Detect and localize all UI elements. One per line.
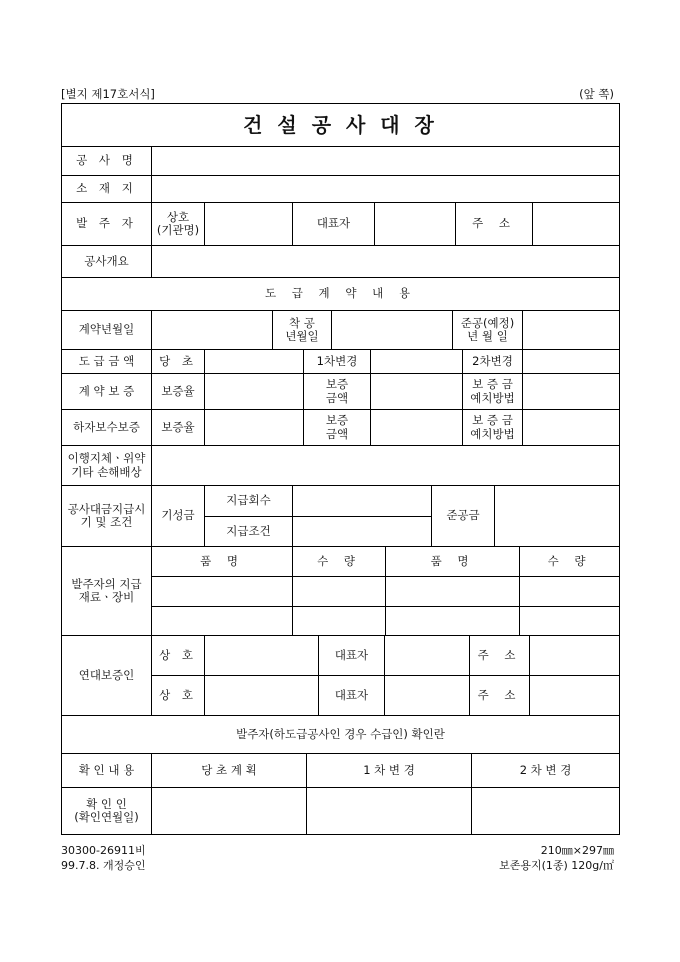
field-initial-amount[interactable] (205, 350, 304, 374)
field-guarantor-rep[interactable] (385, 676, 470, 716)
field-client-address[interactable] (533, 203, 619, 246)
label-guarantor-address: 주 소 (470, 676, 530, 716)
footer-approval: 99.7.8. 개정승인 (61, 859, 146, 872)
field-guarantor-address[interactable] (530, 636, 619, 676)
label-completion-date: 준공(예정) 년 월 일 (453, 311, 523, 350)
label-contract-guarantee-amount: 보증 금액 (304, 374, 371, 410)
label-warranty-guarantee-amount: 보증 금액 (304, 410, 371, 446)
field-material-qty[interactable] (520, 607, 619, 636)
label-guarantor-company: 상 호 (152, 636, 205, 676)
label-guarantor-rep: 대표자 (319, 636, 385, 676)
label-client: 발 주 자 (62, 203, 152, 246)
field-client-rep[interactable] (375, 203, 456, 246)
label-start-date: 착 공 년월일 (273, 311, 332, 350)
field-guarantor-company[interactable] (205, 636, 319, 676)
label-contract-rate: 보증율 (152, 374, 205, 410)
field-material-qty[interactable] (293, 607, 386, 636)
label-completed-payment: 기성금 (152, 486, 205, 547)
label-materials: 발주자의 지급 재료ㆍ장비 (62, 547, 152, 636)
field-guarantor-company[interactable] (205, 676, 319, 716)
field-material-name[interactable] (386, 577, 520, 607)
field-material-qty[interactable] (520, 577, 619, 607)
label-overview: 공사개요 (62, 246, 152, 278)
field-material-name[interactable] (152, 607, 293, 636)
header-item-name-2: 품 명 (386, 547, 520, 577)
label-warranty-guarantee: 하자보수보증 (62, 410, 152, 446)
label-joint-guarantor: 연대보증인 (62, 636, 152, 716)
field-guarantor-rep[interactable] (385, 636, 470, 676)
label-guarantor-rep: 대표자 (319, 676, 385, 716)
label-warranty-rate: 보증율 (152, 410, 205, 446)
label-confirmer: 확 인 인 (확인연월일) (62, 788, 152, 834)
label-initial-amount: 당 초 (152, 350, 205, 374)
field-payment-count[interactable] (293, 486, 432, 517)
field-material-name[interactable] (386, 607, 520, 636)
field-change1-amount[interactable] (371, 350, 463, 374)
label-change1-amount: 1차변경 (304, 350, 371, 374)
footer-left (61, 843, 146, 873)
field-material-name[interactable] (152, 577, 293, 607)
label-final-payment: 준공금 (432, 486, 495, 547)
label-payment-count: 지급회수 (205, 486, 293, 517)
form-number: [별지 제17호서식] (61, 87, 155, 101)
field-material-qty[interactable] (293, 577, 386, 607)
page-side-label: (앞 쪽) (579, 87, 614, 101)
header-item-name-1: 품 명 (152, 547, 293, 577)
label-project-name: 공 사 명 (62, 147, 152, 176)
label-contract-amount: 도 급 금 액 (62, 350, 152, 374)
field-damages[interactable] (152, 446, 619, 486)
field-payment-condition[interactable] (293, 517, 432, 547)
field-warranty-deposit-method[interactable] (523, 410, 619, 446)
field-contract-guarantee-amount[interactable] (371, 374, 463, 410)
section-contract: 도 급 계 약 내 용 (62, 278, 619, 311)
field-project-name[interactable] (152, 147, 619, 176)
label-contract-deposit-method: 보 증 금 예치방법 (463, 374, 523, 410)
field-client-company[interactable] (205, 203, 293, 246)
field-warranty-rate[interactable] (205, 410, 304, 446)
label-location: 소 재 지 (62, 176, 152, 203)
header-change2: 2 차 변 경 (472, 754, 619, 788)
label-payment-terms: 공사대금지급시 기 및 조건 (62, 486, 152, 547)
footer-paper: 보존용지(1종) 120g/㎡ (499, 859, 614, 872)
label-client-company: 상호 (기관명) (152, 203, 205, 246)
field-final-payment[interactable] (495, 486, 619, 547)
label-warranty-deposit-method: 보 증 금 예치방법 (463, 410, 523, 446)
field-confirm-initial[interactable] (152, 788, 307, 834)
field-start-date[interactable] (332, 311, 453, 350)
field-contract-date[interactable] (152, 311, 273, 350)
footer-size: 210㎜×297㎜ (540, 844, 614, 857)
field-contract-deposit-method[interactable] (523, 374, 619, 410)
label-confirm-content: 확 인 내 용 (62, 754, 152, 788)
field-contract-rate[interactable] (205, 374, 304, 410)
section-confirmation: 발주자(하도급공사인 경우 수급인) 확인란 (62, 716, 619, 754)
field-location[interactable] (152, 176, 619, 203)
field-confirm-change2[interactable] (472, 788, 619, 834)
footer-code: 30300-26911비 (61, 844, 146, 857)
header-initial-plan: 당 초 계 획 (152, 754, 307, 788)
construction-ledger-form (61, 103, 620, 835)
label-contract-guarantee: 계 약 보 증 (62, 374, 152, 410)
label-damages: 이행지체ㆍ위약 기타 손해배상 (62, 446, 152, 486)
field-guarantor-address[interactable] (530, 676, 619, 716)
field-confirm-change1[interactable] (307, 788, 472, 834)
form-title: 건 설 공 사 대 장 (62, 104, 619, 147)
header-quantity-2: 수 량 (520, 547, 619, 577)
field-overview[interactable] (152, 246, 619, 278)
field-completion-date[interactable] (523, 311, 619, 350)
label-change2-amount: 2차변경 (463, 350, 523, 374)
label-payment-condition: 지급조건 (205, 517, 293, 547)
field-warranty-guarantee-amount[interactable] (371, 410, 463, 446)
field-change2-amount[interactable] (523, 350, 619, 374)
label-client-rep: 대표자 (293, 203, 375, 246)
footer-right (499, 843, 614, 873)
header-change1: 1 차 변 경 (307, 754, 472, 788)
label-guarantor-company: 상 호 (152, 676, 205, 716)
label-contract-date: 계약년월일 (62, 311, 152, 350)
label-guarantor-address: 주 소 (470, 636, 530, 676)
label-client-address: 주 소 (456, 203, 533, 246)
header-quantity-1: 수 량 (293, 547, 386, 577)
